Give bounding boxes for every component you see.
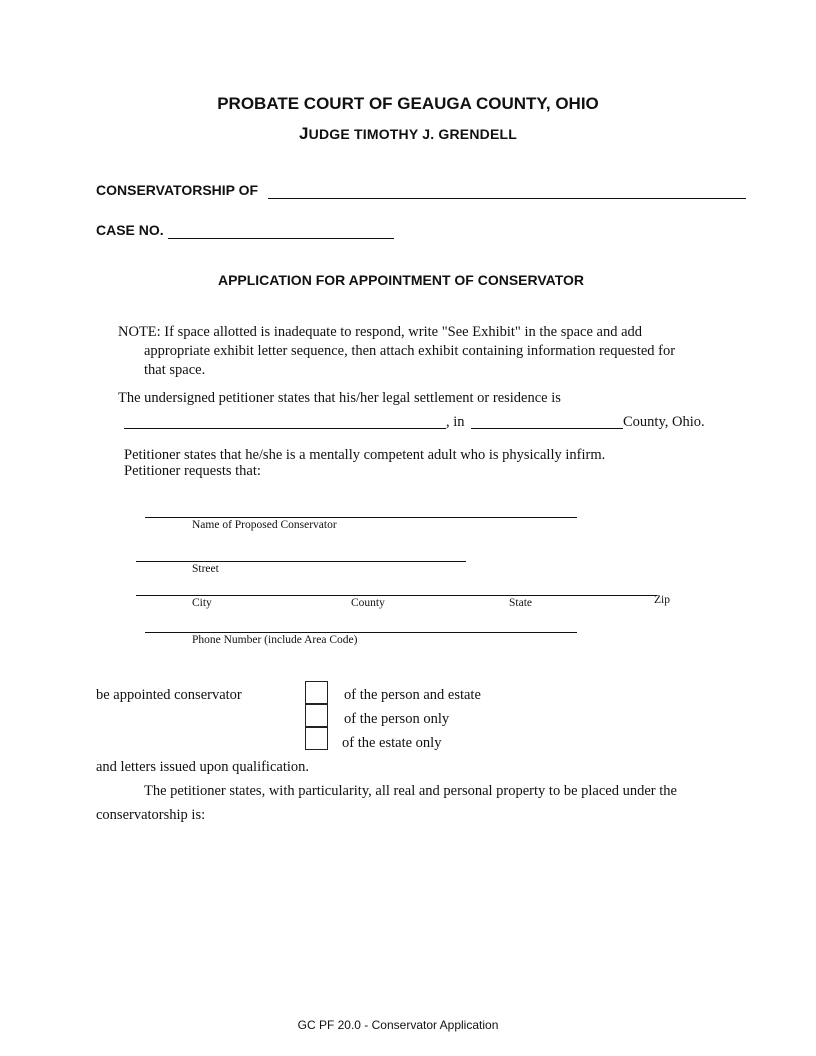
option-estate-only: of the estate only: [342, 735, 442, 751]
petitioner-statement: Petitioner states that he/she is a mentally competent adult who is physically infirm.: [124, 447, 606, 463]
checkbox-estate-only[interactable]: [305, 727, 328, 750]
note-line-2: appropriate exhibit letter sequence, then attach exhibit containing information requested for: [144, 343, 676, 359]
conservator-name-caption: Name of Proposed Conservator: [192, 519, 337, 531]
note-paragraph: [118, 323, 730, 380]
property-statement-line-1: The petitioner states, with particularity, all real and personal property to be placed under the: [144, 783, 677, 799]
case-no-label: CASE NO.: [96, 222, 164, 238]
residence-in-label: , in: [446, 414, 465, 430]
judge-name-rest: UDGE TIMOTHY J. GRENDELL: [308, 126, 517, 142]
county-field[interactable]: [471, 428, 623, 429]
conservator-name-field[interactable]: [145, 517, 577, 518]
street-caption: Street: [192, 563, 219, 575]
judge-initial: J: [299, 124, 309, 143]
conservatorship-label: CONSERVATORSHIP OF: [96, 182, 259, 198]
city-caption: City: [192, 597, 212, 609]
petitioner-requests: Petitioner requests that:: [124, 463, 261, 479]
appointment-label: be appointed conservator: [96, 687, 242, 703]
letters-statement: and letters issued upon qualification.: [96, 759, 310, 775]
checkbox-person-and-estate[interactable]: [305, 681, 328, 704]
option-person-only: of the person only: [344, 711, 450, 727]
phone-field[interactable]: [145, 632, 577, 633]
option-person-and-estate: of the person and estate: [344, 687, 481, 703]
form-title: APPLICATION FOR APPOINTMENT OF CONSERVATOR: [217, 272, 585, 288]
form-footer: GC PF 20.0 - Conservator Application: [297, 1018, 499, 1032]
county-ohio-label: County, Ohio.: [623, 414, 705, 430]
case-no-field[interactable]: [168, 238, 394, 239]
state-caption: State: [509, 597, 532, 609]
property-statement-line-2: conservatorship is:: [96, 807, 206, 823]
note-line-3: that space.: [144, 362, 206, 378]
street-field[interactable]: [136, 561, 466, 562]
zip-caption: Zip: [654, 594, 670, 606]
checkbox-person-only[interactable]: [305, 704, 328, 727]
conservatorship-of-field[interactable]: [268, 198, 746, 199]
city-county-state-zip-field[interactable]: [136, 595, 657, 596]
residence-field[interactable]: [124, 428, 446, 429]
judge-name: [0, 124, 816, 144]
court-title: PROBATE COURT OF GEAUGA COUNTY, OHIO: [217, 94, 599, 113]
note-line-1: NOTE: If space allotted is inadequate to respond, write "See Exhibit" in the space and add: [118, 324, 643, 340]
residence-statement: The undersigned petitioner states that his/her legal settlement or residence is: [118, 390, 561, 406]
county-caption: County: [351, 597, 385, 609]
phone-caption: Phone Number (include Area Code): [192, 634, 358, 646]
